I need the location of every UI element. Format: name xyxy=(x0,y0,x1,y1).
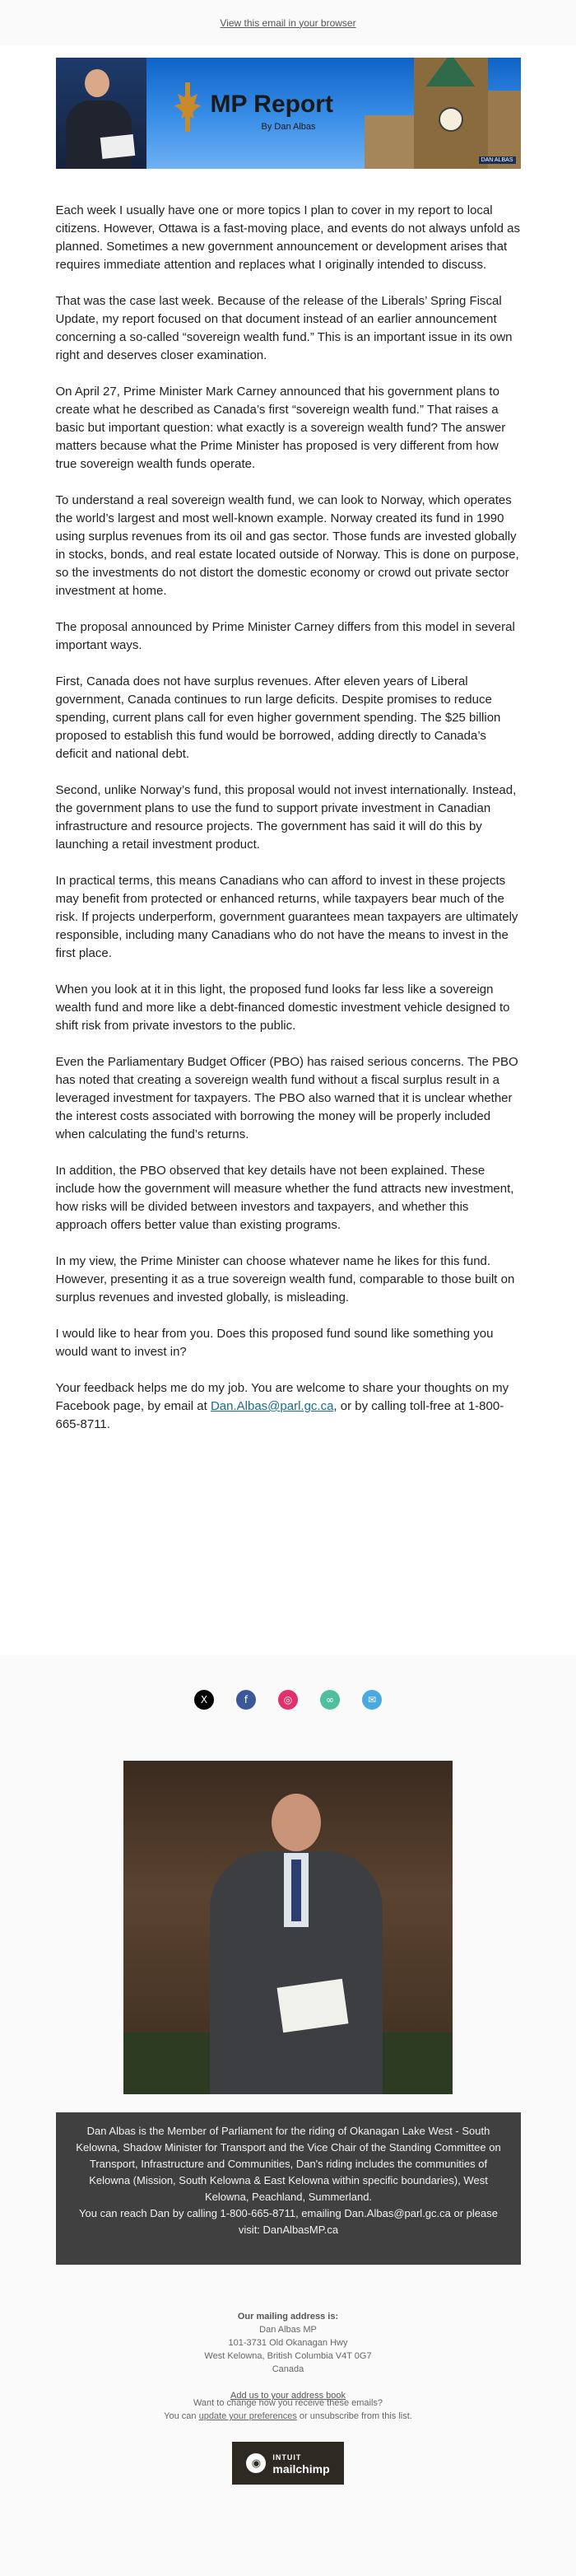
article-body xyxy=(56,202,521,1434)
unsubscribe-link[interactable]: unsubscribe from this list xyxy=(309,2411,410,2421)
clock-icon xyxy=(439,107,463,132)
mailing-address xyxy=(0,2310,576,2402)
mailchimp-badge[interactable] xyxy=(232,2442,344,2485)
add-to-address-book-link[interactable]: Add us to your address book xyxy=(230,2391,346,2401)
article-paragraph: First, Canada does not have surplus revenues. After eleven years of Liberal government, Canada continues to run large deficits. Despite promises to reduce spending, current plans call for even higher government spending. The $25 billion proposed to establish this fund would be borrowed, adding directly to Canada’s deficit and national debt. xyxy=(55,674,501,761)
banner-tag: DAN ALBAS xyxy=(479,156,516,164)
intuit-label: INTUIT xyxy=(272,2453,302,2462)
address-line: Dan Albas MP xyxy=(259,2325,317,2335)
article-paragraph: On April 27, Prime Minister Mark Carney announced that his government plans to create what he described as Canada’s first “sovereign wealth fund.” That raises a basic but important question: what exactly is a sovereign wealth fund? The answer matters because what the Prime Minister has proposed is very different from how true sovereign wealth funds operate. xyxy=(55,385,506,471)
article-paragraph: In addition, the PBO observed that key details have not been explained. These include how the government will measure whether the fund attracts new investment, how risks will be divided between investors and taxpayers, and whether this approach offers better value than existing programs. xyxy=(55,1164,514,1232)
parliament-building xyxy=(365,115,414,169)
article-paragraph: In my view, the Prime Minister can choose whatever name he likes for this fund. However, presenting it as a true sovereign wealth fund, comparable to those built on surplus revenues and invested globally, is misleading. xyxy=(55,1254,515,1304)
mailchimp-label: mailchimp xyxy=(272,2462,330,2476)
article-paragraph: I would like to hear from you. Does this proposed fund sound like something you would want to invest in? xyxy=(55,1327,494,1359)
footer xyxy=(0,1655,576,2576)
maple-leaf-icon xyxy=(171,82,204,132)
article-paragraph: Each week I usually have one or more topics I plan to cover in my report to local citizens. However, Ottawa is a fast-moving place, and events do not always unfold as planned. Sometimes a new government announcement or development arises that requires immediate attention and replaces what I originally intended to discuss. xyxy=(55,203,520,272)
mp-photo xyxy=(123,1761,453,2094)
view-in-browser-link[interactable]: View this email in your browser xyxy=(220,16,356,29)
instagram-icon[interactable]: ◎ xyxy=(278,1690,298,1710)
article-paragraph: Second, unlike Norway’s fund, this proposal would not invest internationally. Instead, the government plans to use the fund to support private investment in Canadian infrastructure and resource projects. The government has said it will do this by launching a retail investment product. xyxy=(55,783,517,852)
address-line: Canada xyxy=(272,2364,304,2374)
address-heading: Our mailing address is: xyxy=(237,2312,339,2322)
banner-subtitle: By Dan Albas xyxy=(261,122,316,132)
bio-text: Dan Albas is the Member of Parliament for the riding of Okanagan Lake West - South Kelowna, Shadow Minister for Transport and the Vice Chair of the Standing Committee on Transport, Infrastructure and Communities, Dan's riding includes the communities of Kelowna (Mission, South Kelowna & East Kelowna within specific boundaries), West Kelowna, Peachland, Summerland. xyxy=(76,2125,501,2203)
top-bar xyxy=(0,0,576,45)
website-link-icon[interactable]: ∞ xyxy=(320,1690,340,1710)
bio-box xyxy=(56,2112,521,2265)
preferences-section: Want to change how you receive these emails? You can update your preferences or unsubscribe from this list. xyxy=(0,2396,576,2423)
address-line: 101-3731 Old Okanagan Hwy xyxy=(228,2338,348,2348)
mp-report-banner xyxy=(56,58,521,169)
facebook-icon[interactable]: f xyxy=(236,1690,256,1710)
article-paragraph: That was the case last week. Because of the release of the Liberals’ Spring Fiscal Update, my report focused on that document instead of an earlier announcement concerning a so-called “sovereign wealth fund.” This is an important issue in its own right and deserves closer examination. xyxy=(55,294,513,362)
x-icon[interactable]: X xyxy=(194,1690,214,1710)
social-links xyxy=(0,1690,576,1710)
bio-contact: You can reach Dan by calling 1-800-665-8711, emailing Dan.Albas@parl.gc.ca or please visit: DanAlbasMP.ca xyxy=(79,2207,498,2236)
banner-portrait xyxy=(56,58,146,169)
email-link[interactable]: Dan.Albas@parl.gc.ca xyxy=(210,1399,334,1413)
banner-title: MP Report xyxy=(210,91,333,118)
article-paragraph: To understand a real sovereign wealth fund, we can look to Norway, which operates the world’s largest and most well-known example. Norway created its fund in 1990 using surplus revenues from its oil and gas sector. Those funds are invested globally in stocks, bonds, and real estate located outside of Norway. This is done on purpose, so the investments do not distort the domestic economy or crowd out private sector investment at home. xyxy=(55,493,519,598)
mailchimp-logo-icon: ◉ xyxy=(246,2453,266,2473)
email-icon[interactable]: ✉ xyxy=(362,1690,382,1710)
article-paragraph: The proposal announced by Prime Minister Carney differs from this model in several important ways. xyxy=(55,620,515,652)
article-paragraph: Even the Parliamentary Budget Officer (PBO) has raised serious concerns. The PBO has noted that creating a sovereign wealth fund without a fiscal surplus result in a leveraged investment for taxpayers. The PBO also warned that it is unclear whether the interest costs associated with borrowing the money will be properly included when calculating the fund’s returns. xyxy=(55,1055,518,1141)
address-line: West Kelowna, British Columbia V4T 0G7 xyxy=(204,2351,372,2361)
article-paragraph: In practical terms, this means Canadians who can afford to invest in these projects may benefit from protected or enhanced returns, while taxpayers bear much of the risk. If projects underperform, government guarantees mean taxpayers are ultimately responsible, including many Canadians who do not have the means to invest in the first place. xyxy=(55,874,518,960)
preferences-question: Want to change how you receive these emails? xyxy=(193,2398,383,2408)
update-preferences-link[interactable]: update your preferences xyxy=(198,2411,297,2421)
article-paragraph: When you look at it in this light, the proposed fund looks far less like a sovereign wealth fund and more like a debt-financed domestic investment vehicle designed to shift risk from private investors to the public. xyxy=(55,982,510,1033)
closing-paragraph: Your feedback helps me do my job. You are welcome to share your thoughts on my Facebook page, by email at Dan.Albas@parl.gc.ca, or by calling toll-free at 1-800-665-8711. xyxy=(55,1381,509,1431)
